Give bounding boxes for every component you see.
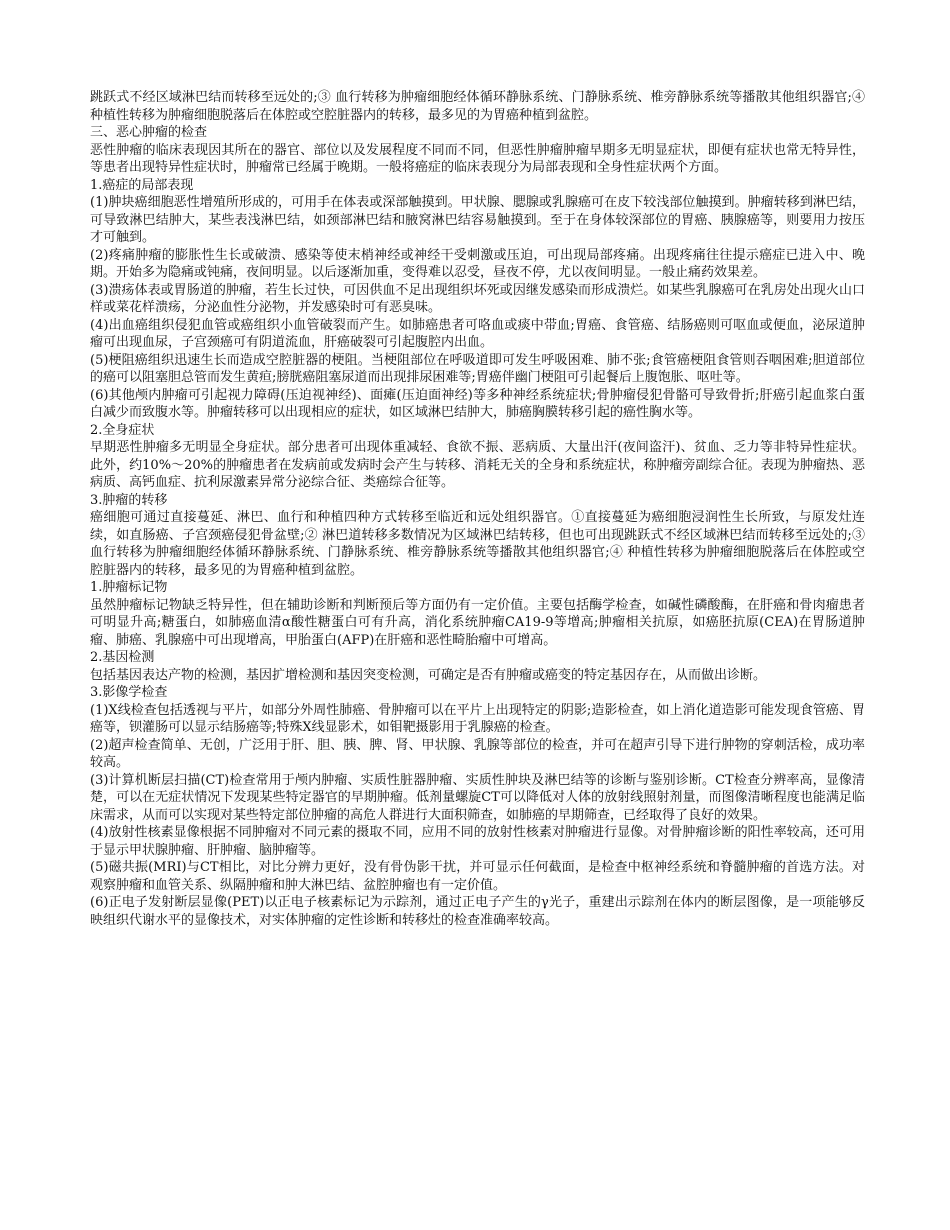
subheading-local-symptoms: 1.癌症的局部表现 [90, 177, 194, 193]
subheading-tumor-metastasis: 3.肿瘤的转移 [90, 492, 168, 508]
paragraph-metastasis-continued: 跳跃式不经区域淋巴结而转移至远处的;③ 血行转移为肿瘤细胞经体循环静脉系统、门静脉系统、椎旁静脉系统等播散其他组织器官;④ 种植性转移为肿瘤细胞脱落后在体腔或空腔脏器内的转移，最多见的为胃癌种植到盆腔。 [90, 90, 865, 123]
paragraph-pet: (6)正电子发射断层显像(PET)以正电子核素标记为示踪剂，通过正电子产生的γ光子，重建出示踪剂在体内的断层图像，是一项能够反映组织代谢水平的显像技术，对实体肿瘤的定性诊断和转移灶的检查准确率较高。 [90, 895, 865, 928]
subheading-imaging: 3.影像学检查 [90, 685, 168, 700]
paragraph-bleeding: (4)出血癌组织侵犯血管或癌组织小血管破裂而产生。如肺癌患者可咯血或痰中带血;胃癌、食管癌、结肠癌则可呕血或便血，泌尿道肿瘤可出现血尿，子宫颈癌可有阴道流血，肝癌破裂可引起腹腔内出血。 [90, 317, 865, 350]
paragraph-radionuclide: (4)放射性核素显像根据不同肿瘤对不同元素的摄取不同，应用不同的放射性核素对肿瘤进行显像。对骨肿瘤诊断的阳性率较高，还可用于显示甲状腺肿瘤、肝肿瘤、脑肿瘤等。 [90, 825, 865, 858]
document-body [90, 89, 865, 929]
subheading-gene-testing: 2.基因检测 [90, 650, 155, 665]
paragraph-tumor-markers: 虽然肿瘤标记物缺乏特异性，但在辅助诊断和判断预后等方面仍有一定价值。主要包括酶学检查，如碱性磷酸酶，在肝癌和骨肉瘤患者可明显升高;糖蛋白，如肺癌血清α酸性糖蛋白可有升高，消化系统肿瘤CA19-9等增高;肿瘤相关抗原，如癌胚抗原(CEA)在胃肠道肿瘤、肺癌、乳腺癌中可出现增高，甲胎蛋白(AFP)在肝癌和恶性畸胎瘤中可增高。 [90, 597, 865, 648]
paragraph-tumor-metastasis: 癌细胞可通过直接蔓延、淋巴、血行和种植四种方式转移至临近和远处组织器官。①直接蔓延为癌细胞浸润性生长所致，与原发灶连续，如直肠癌、子宫颈癌侵犯骨盆壁;② 淋巴道转移多数情况为区域淋巴结转移，但也可出现跳跃式不经区域淋巴结而转移至远处的;③ 血行转移为肿瘤细胞经体循环静脉系统、门静脉系统、椎旁静脉系统等播散其他组织器官;④ 种植性转移为肿瘤细胞脱落后在体腔或空腔脏器内的转移，最多见的为胃癌种植到盆腔。 [90, 510, 865, 578]
subheading-tumor-markers: 1.肿瘤标记物 [90, 580, 168, 595]
paragraph-mass: (1)肿块癌细胞恶性增殖所形成的，可用手在体表或深部触摸到。甲状腺、腮腺或乳腺癌可在皮下较浅部位触摸到。肿瘤转移到淋巴结，可导致淋巴结肿大，某些表浅淋巴结，如颈部淋巴结和腋窝淋巴结容易触摸到。至于在身体较深部位的胃癌、胰腺癌等，则要用力按压才可触到。 [90, 195, 865, 245]
paragraph-xray: (1)X线检查包括透视与平片，如部分外周性肺癌、骨肿瘤可以在平片上出现特定的阴影;造影检查，如上消化道造影可能发现食管癌、胃癌等，钡灌肠可以显示结肠癌等;特殊Ⅹ线显影术，如钼靶摄影用于乳腺癌的检查。 [90, 702, 865, 735]
paragraph-ct: (3)计算机断层扫描(CT)检查常用于颅内肿瘤、实质性脏器肿瘤、实质性肿块及淋巴结等的诊断与鉴别诊断。CT检查分辨率高，显像清楚，可以在无症状情况下发现某些特定器官的早期肿瘤。低剂量螺旋CT可以降低对人体的放射线照射剂量，而图像清晰程度也能满足临床需求，从而可以实现对某些特定部位肿瘤的高危人群进行大面积筛查，如肺癌的早期筛查，已经取得了良好的效果。 [90, 772, 865, 823]
paragraph-obstruction: (5)梗阻癌组织迅速生长而造成空腔脏器的梗阻。当梗阻部位在呼吸道即可发生呼吸困难、肺不张;食管癌梗阻食管则吞咽困难;胆道部位的癌可以阻塞胆总管而发生黄疸;膀胱癌阻塞尿道而出现排尿困难等;胃癌伴幽门梗阻可引起餐后上腹饱胀、呕吐等。 [90, 352, 865, 385]
paragraph-clinical-overview: 恶性肿瘤的临床表现因其所在的器官、部位以及发展程度不同而不同，但恶性肿瘤肿瘤早期多无明显症状，即便有症状也常无特异性，等患者出现特异性症状时，肿瘤常已经属于晚期。一般将癌症的临床表现分为局部表现和全身性症状两个方面。 [90, 142, 865, 175]
paragraph-other-symptoms: (6)其他颅内肿瘤可引起视力障碍(压迫视神经)、面瘫(压迫面神经)等多种神经系统症状;骨肿瘤侵犯骨骼可导致骨折;肝癌引起血浆白蛋白减少而致腹水等。肿瘤转移可以出现相应的症状，如区域淋巴结肿大，肺癌胸膜转移引起的癌性胸水等。 [90, 387, 865, 420]
paragraph-pain: (2)疼痛肿瘤的膨胀性生长或破溃、感染等使末梢神经或神经干受刺激或压迫，可出现局部疼痛。出现疼痛往往提示癌症已进入中、晚期。开始多为隐痛或钝痛，夜间明显。以后逐渐加重，变得难以忍受，昼夜不停，尤以夜间明显。一般止痛药效果差。 [90, 247, 865, 280]
paragraph-ultrasound: (2)超声检查简单、无创，广泛用于肝、胆、胰、脾、肾、甲状腺、乳腺等部位的检查，并可在超声引导下进行肿物的穿刺活检，成功率较高。 [90, 737, 865, 770]
paragraph-systemic-symptoms: 早期恶性肿瘤多无明显全身症状。部分患者可出现体重减轻、食欲不振、恶病质、大量出汗(夜间盗汗)、贫血、乏力等非特异性症状。此外，约10%～20%的肿瘤患者在发病前或发病时会产生与转移、消耗无关的全身和系统症状，称肿瘤旁副综合征。表现为肿瘤热、恶病质、高钙血症、抗利尿激素异常分泌综合征、类癌综合征等。 [90, 440, 865, 490]
subheading-systemic-symptoms: 2.全身症状 [90, 422, 155, 438]
section-heading-cancer-examination: 三、恶心肿瘤的检查 [90, 125, 208, 140]
paragraph-gene-testing: 包括基因表达产物的检测，基因扩增检测和基因突变检测，可确定是否有肿瘤或癌变的特定基因存在，从而做出诊断。 [90, 667, 767, 683]
paragraph-ulcer: (3)溃疡体表或胃肠道的肿瘤，若生长过快，可因供血不足出现组织坏死或因继发感染而形成溃烂。如某些乳腺癌可在乳房处出现火山口样或菜花样溃疡，分泌血性分泌物，并发感染时可有恶臭味。 [90, 282, 865, 315]
paragraph-mri: (5)磁共振(MRI)与CT相比，对比分辨力更好，没有骨伪影干扰，并可显示任何截面，是检查中枢神经系统和脊髓肿瘤的首选方法。对观察肿瘤和血管关系、纵隔肿瘤和肿大淋巴结、盆腔肿瘤也有一定价值。 [90, 860, 865, 893]
